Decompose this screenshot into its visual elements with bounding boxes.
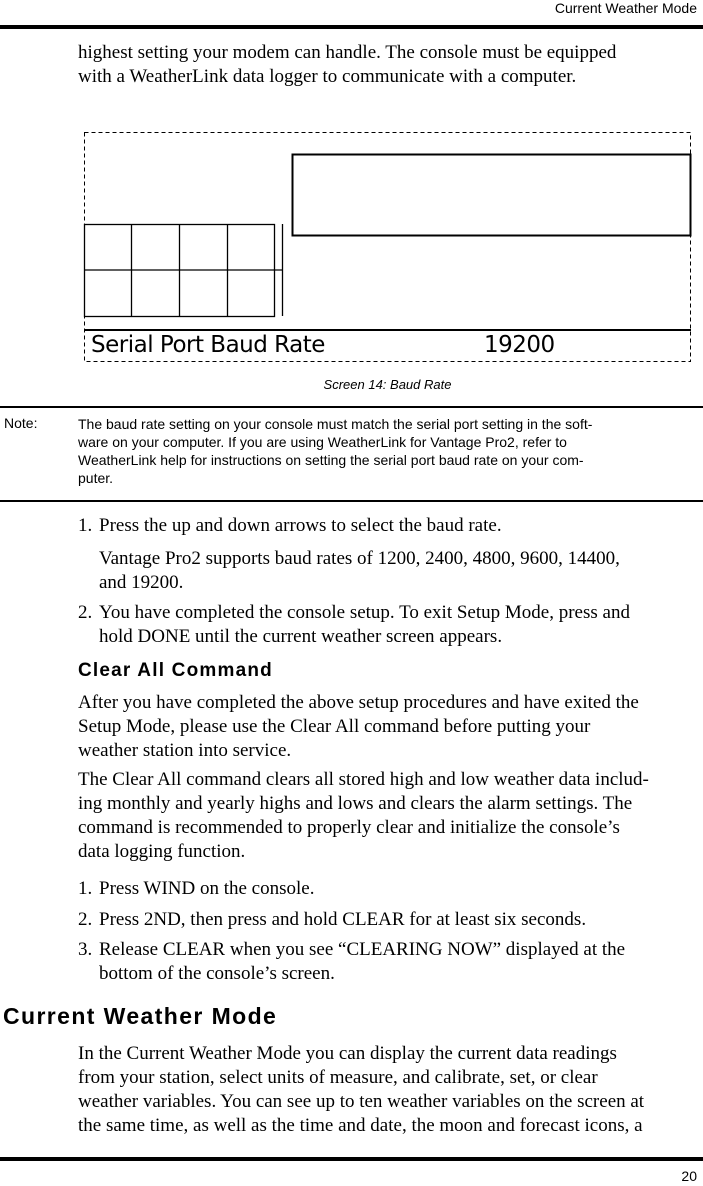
paragraph-line: weather variables. You can see up to ten weather variables on the screen at: [78, 1091, 645, 1112]
note-line: The baud rate setting on your console must match the serial port setting in the soft-: [78, 416, 593, 432]
step-line: You have completed the console setup. To exit Setup Mode, press and: [99, 602, 630, 623]
paragraph-line: The Clear All command clears all stored high and low weather data includ-: [78, 769, 649, 790]
note-bottom-rule: [0, 500, 703, 502]
paragraph-line: the same time, as well as the time and date, the moon and forecast icons, a: [78, 1115, 643, 1136]
paragraph-line: command is recommended to properly clear and initialize the console’s: [78, 817, 620, 838]
paragraph-line: ing monthly and yearly highs and lows and clears the alarm settings. The: [78, 793, 633, 814]
step-line: and 19200.: [99, 572, 184, 593]
note-label: Note:: [4, 415, 38, 431]
lcd-value: 19200: [484, 332, 555, 358]
note-line: WeatherLink help for instructions on setting the serial port baud rate on your com-: [78, 452, 584, 468]
note-top-rule: [0, 406, 703, 408]
paragraph-line: Setup Mode, please use the Clear All command before putting your: [78, 716, 591, 737]
paragraph-line: In the Current Weather Mode you can display the current data readings: [78, 1043, 617, 1064]
screen-caption: Screen 14: Baud Rate: [323, 377, 452, 392]
lcd-grid: [84, 224, 283, 317]
footer-rule: [0, 1157, 703, 1161]
paragraph-line: data logging function.: [78, 841, 246, 862]
step-number: 2.: [78, 909, 93, 930]
clear-all-steps: [0, 877, 703, 987]
step-text: Press WIND on the console.: [99, 878, 315, 899]
running-header: Current Weather Mode: [554, 0, 697, 16]
step-text: [99, 601, 699, 649]
lcd-top-panel: [293, 155, 691, 236]
step-number: 3.: [78, 939, 93, 960]
step-text: [99, 514, 699, 538]
intro-line: with a WeatherLink data logger to communicate with a computer.: [78, 66, 577, 87]
current-weather-heading: Current Weather Mode: [3, 1003, 278, 1029]
step-text: [99, 938, 699, 986]
step-line: Vantage Pro2 supports baud rates of 1200, 2400, 4800, 9600, 14400,: [99, 548, 620, 569]
paragraph-line: After you have completed the above setup procedures and have exited the: [78, 692, 639, 713]
current-weather-paragraph: [78, 1042, 700, 1138]
note-text: [78, 415, 690, 487]
step-number: 2.: [78, 602, 93, 623]
step-number: 1.: [78, 878, 93, 899]
paragraph-line: weather station into service.: [78, 740, 292, 761]
note-line: ware on your computer. If you are using WeatherLink for Vantage Pro2, refer to: [78, 434, 567, 450]
paragraph-line: from your station, select units of measure, and calibrate, set, or clear: [78, 1067, 598, 1088]
note-line: puter.: [78, 470, 114, 486]
lcd-label: Serial Port Baud Rate: [91, 332, 325, 358]
clear-all-paragraph-2: [78, 768, 700, 864]
step-number: 1.: [78, 515, 93, 536]
step-line: hold DONE until the current weather screen appears.: [99, 626, 503, 647]
setup-steps: [0, 514, 703, 654]
clear-all-heading: Clear All Command: [78, 660, 273, 681]
clear-all-paragraph-1: [78, 691, 700, 763]
step-subtext: [99, 547, 699, 595]
intro-line: highest setting your modem can handle. The console must be equipped: [78, 42, 617, 63]
page-number: 20: [681, 1168, 697, 1184]
step-line: Release CLEAR when you see “CLEARING NOW” displayed at the: [99, 939, 626, 960]
step-line: Press the up and down arrows to select the baud rate.: [99, 515, 502, 536]
step-line: bottom of the console’s screen.: [99, 963, 335, 984]
step-text: Press 2ND, then press and hold CLEAR for at least six seconds.: [99, 909, 587, 930]
lcd-outline: [85, 133, 691, 362]
